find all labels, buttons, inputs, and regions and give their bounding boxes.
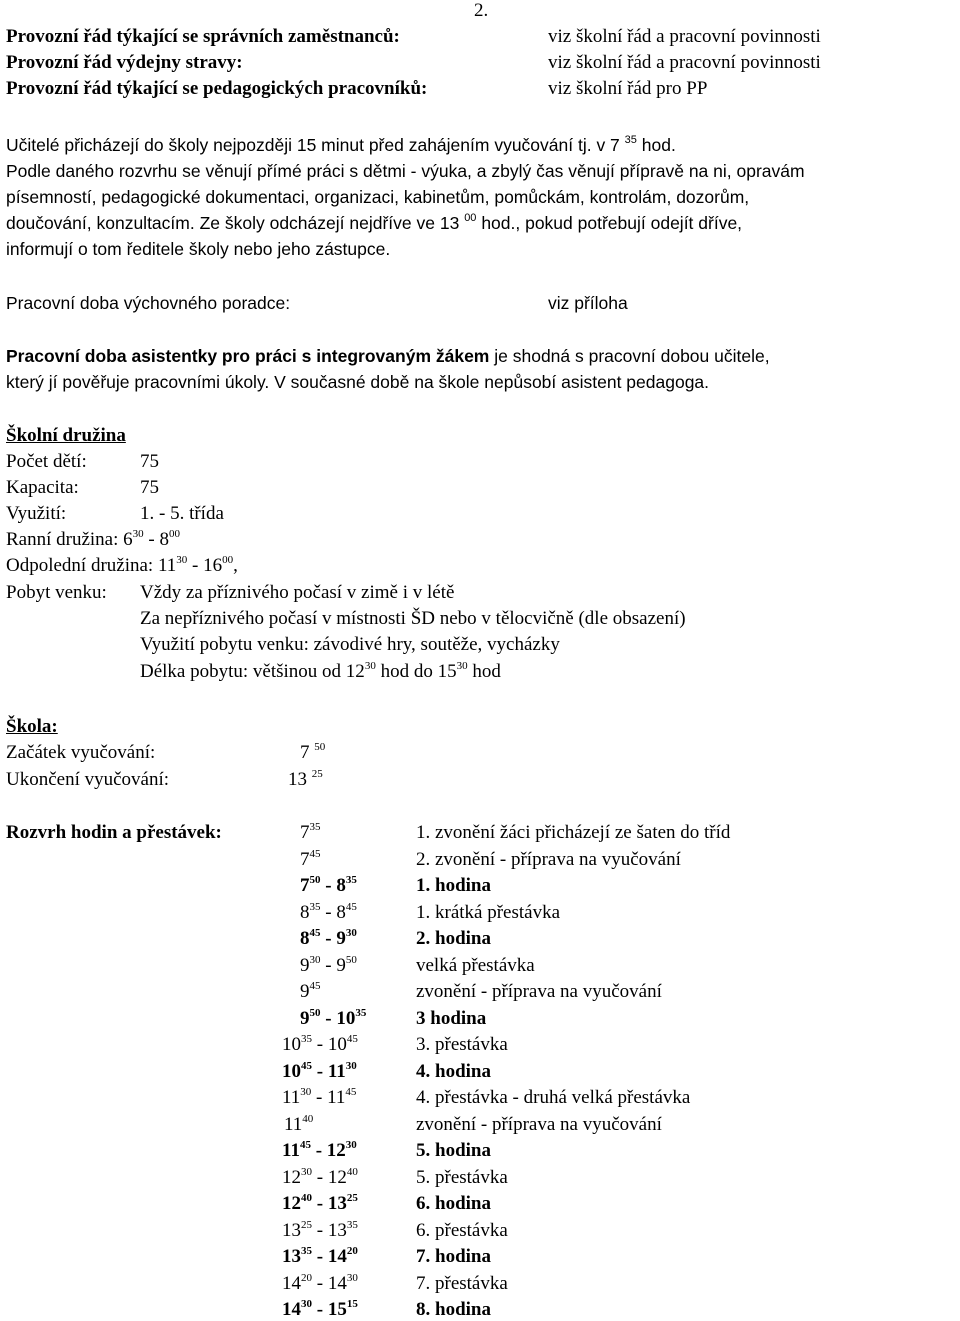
assistant-bold: Pracovní doba asistentky pro práci s integrovaným žákem: [6, 346, 490, 366]
schedule-end-hour: 13: [327, 1193, 347, 1214]
schedule-description: 8. hodina: [416, 1299, 491, 1320]
schedule-dash: -: [316, 1193, 324, 1214]
schedule-time: [282, 1246, 358, 1268]
schedule-description: 2. zvonění - příprava na vyučování: [416, 849, 681, 870]
schedule-start-hour: 10: [282, 1034, 301, 1055]
teachers-leave-text: doučování, konzultacím. Ze školy odcházejí nejdříve ve 13: [6, 213, 460, 233]
schedule-description: 6. přestávka: [416, 1220, 508, 1241]
schedule-end-hour: 12: [327, 1167, 347, 1188]
afternoon-label: Odpolední družina: 11: [6, 555, 177, 576]
afternoon-sup-1: 30: [176, 554, 188, 566]
skola-start-time: [300, 742, 325, 764]
morning-label: Ranní družina: 6: [6, 529, 133, 550]
schedule-time: [282, 1193, 358, 1215]
schedule-end-minute: 35: [355, 1007, 367, 1019]
schedule-end-minute: 45: [346, 1033, 358, 1045]
schedule-dash: -: [315, 1140, 323, 1161]
druzina-morning: [6, 529, 180, 551]
schedule-end-minute: 50: [345, 954, 357, 966]
skola-end-label: Ukončení vyučování:: [6, 769, 170, 790]
schedule-start-minute: 45: [309, 927, 321, 939]
schedule-time: [282, 1220, 358, 1242]
schedule-end-hour: 8: [336, 875, 346, 896]
skola-heading: Škola:: [6, 716, 58, 737]
skola-start-label: Začátek vyučování:: [6, 742, 156, 763]
schedule-dash: -: [316, 1167, 324, 1188]
schedule-dash: -: [316, 1220, 324, 1241]
skola-end-time: [288, 769, 323, 791]
schedule-time: [282, 1087, 356, 1109]
teachers-line-2: Podle daného rozvrhu se věnují přímé práci s dětmi - výuka, a zbylý čas věnují přípravě na ni, opravám: [6, 161, 805, 181]
morning-sup-1: 30: [132, 528, 144, 540]
schedule-description: velká přestávka: [416, 955, 535, 976]
schedule-end-minute: 30: [345, 1060, 357, 1072]
schedule-end-minute: 30: [345, 927, 357, 939]
morning-sup-2: 00: [168, 528, 180, 540]
schedule-start-minute: 40: [301, 1192, 312, 1204]
schedule-dash: -: [325, 928, 332, 949]
schedule-end-minute: 25: [346, 1192, 358, 1204]
teachers-arrival-minutes: 35: [624, 134, 637, 146]
schedule-start-hour: 13: [282, 1246, 301, 1267]
skola-start-minute: 50: [314, 741, 326, 753]
druzina-count-label: Počet dětí:: [6, 451, 87, 472]
schedule-end-minute: 35: [346, 1219, 358, 1231]
schedule-description: 4. přestávka - druhá velká přestávka: [416, 1087, 691, 1108]
schedule-time: [282, 1140, 357, 1162]
schedule-time: [282, 1273, 358, 1295]
schedule-start-hour: 9: [300, 955, 310, 976]
schedule-start-hour: 14: [282, 1273, 301, 1294]
advisor-value: viz příloha: [548, 293, 628, 313]
schedule-end-minute: 15: [346, 1298, 358, 1310]
header-label-admin: Provozní řád týkající se správních zaměstnanců:: [6, 26, 400, 47]
schedule-start-minute: 30: [301, 1298, 312, 1310]
druzina-usage-value: 1. - 5. třída: [140, 503, 224, 524]
schedule-dash: -: [316, 1034, 324, 1055]
afternoon-sup-2: 00: [222, 554, 234, 566]
schedule-start-hour: 10: [282, 1061, 301, 1082]
schedule-start-minute: 35: [301, 1033, 312, 1045]
schedule-end-minute: 45: [345, 901, 357, 913]
page-number: 2.: [474, 0, 489, 21]
druzina-outdoor-2: Za nepříznivého počasí v místnosti ŠD nebo v tělocvičně (dle obsazení): [140, 608, 686, 629]
schedule-start-minute: 30: [309, 954, 321, 966]
header-value-canteen: viz školní řád a pracovní povinnosti: [548, 52, 821, 73]
schedule-description: 3. přestávka: [416, 1034, 508, 1055]
schedule-dash: -: [316, 1061, 324, 1082]
schedule-time: [282, 1034, 358, 1056]
schedule-start-minute: 45: [301, 1060, 312, 1072]
druzina-capacity-value: 75: [140, 477, 159, 498]
duration-a: Délka pobytu: většinou od 12: [140, 661, 365, 682]
schedule-end-minute: 20: [346, 1245, 358, 1257]
schedule-start-minute: 30: [301, 1166, 312, 1178]
header-value-admin: viz školní řád a pracovní povinnosti: [548, 26, 821, 47]
assistant-rest: je shodná s pracovní dobou učitele,: [494, 346, 770, 366]
schedule-time: [300, 981, 321, 1003]
schedule-description: zvonění - příprava na vyučování: [416, 981, 662, 1002]
schedule-time: [300, 1008, 366, 1030]
schedule-dash: -: [325, 902, 332, 923]
schedule-start-hour: 9: [300, 1008, 310, 1029]
schedule-time: [300, 902, 357, 924]
schedule-start-hour: 11: [282, 1087, 301, 1108]
schedule-start-hour: 11: [284, 1114, 303, 1135]
druzina-afternoon: [6, 555, 238, 577]
schedule-dash: -: [316, 1087, 323, 1108]
duration-sup-2: 30: [456, 660, 468, 672]
schedule-description: 4. hodina: [416, 1061, 491, 1082]
schedule-time: [300, 875, 357, 897]
assistant-line-1: [6, 345, 770, 367]
schedule-description: 2. hodina: [416, 928, 491, 949]
schedule-time: [300, 822, 321, 844]
schedule-end-minute: 45: [345, 1086, 357, 1098]
druzina-outdoor-1: Vždy za příznivého počasí v zimě i v létě: [140, 582, 455, 603]
schedule-description: 7. přestávka: [416, 1273, 508, 1294]
schedule-time: [282, 1167, 358, 1189]
teachers-line-4: [6, 212, 742, 234]
schedule-start-hour: 8: [300, 928, 310, 949]
schedule-start-hour: 7: [300, 875, 310, 896]
schedule-end-hour: 15: [327, 1299, 347, 1320]
schedule-description: 5. přestávka: [416, 1167, 508, 1188]
schedule-dash: -: [325, 1008, 332, 1029]
header-label-canteen: Provozní řád výdejny stravy:: [6, 52, 243, 73]
schedule-dash: -: [316, 1246, 324, 1267]
teachers-arrival-text: Učitelé přicházejí do školy nejpozději 15 minut před zahájením vyučování tj. v 7: [6, 135, 620, 155]
schedule-end-hour: 8: [336, 902, 346, 923]
schedule-description: 1. hodina: [416, 875, 491, 896]
druzina-duration: [140, 661, 501, 683]
druzina-outdoor-3: Využití pobytu venku: závodivé hry, soutěže, vycházky: [140, 634, 560, 655]
schedule-description: 1. krátká přestávka: [416, 902, 561, 923]
teachers-line-3: písemností, pedagogické dokumentaci, organizaci, kabinetům, pomůckám, kontrolám, dozorům,: [6, 187, 750, 207]
schedule-end-hour: 11: [327, 1087, 346, 1108]
teachers-line-1: [6, 134, 676, 156]
schedule-start-hour: 7: [300, 849, 310, 870]
schedule-start-minute: 35: [309, 821, 321, 833]
druzina-outdoor-label: Pobyt venku:: [6, 582, 107, 603]
schedule-start-hour: 12: [282, 1193, 301, 1214]
schedule-time: [284, 1114, 313, 1136]
druzina-heading: Školní družina: [6, 425, 126, 446]
teachers-leave-minutes: 00: [464, 212, 477, 224]
schedule-description: 3 hodina: [416, 1008, 487, 1029]
schedule-dash: -: [325, 955, 332, 976]
schedule-start-hour: 11: [282, 1140, 300, 1161]
schedule-time: [300, 928, 357, 950]
teachers-line-5: informují o tom ředitele školy nebo jeho zástupce.: [6, 239, 391, 259]
druzina-count-value: 75: [140, 451, 159, 472]
schedule-start-minute: 40: [302, 1113, 314, 1125]
skola-end-minute: 25: [311, 768, 323, 780]
afternoon-end: ,: [233, 555, 238, 576]
schedule-end-minute: 35: [345, 874, 357, 886]
schedule-start-hour: 8: [300, 902, 310, 923]
skola-start-hour: 7: [300, 742, 310, 763]
schedule-start-minute: 50: [309, 874, 321, 886]
schedule-start-minute: 35: [301, 1245, 312, 1257]
schedule-end-minute: 30: [346, 1272, 358, 1284]
schedule-start-hour: 12: [282, 1167, 301, 1188]
schedule-start-minute: 50: [309, 1007, 321, 1019]
schedule-end-hour: 10: [336, 1008, 356, 1029]
schedule-start-hour: 9: [300, 981, 310, 1002]
schedule-start-minute: 30: [300, 1086, 312, 1098]
schedule-dash: -: [316, 1299, 324, 1320]
schedule-description: 5. hodina: [416, 1140, 491, 1161]
header-label-teachers: Provozní řád týkající se pedagogických pracovníků:: [6, 78, 428, 99]
advisor-label: Pracovní doba výchovného poradce:: [6, 293, 291, 313]
schedule-start-minute: 45: [309, 848, 321, 860]
schedule-end-hour: 9: [336, 955, 346, 976]
schedule-description: 7. hodina: [416, 1246, 491, 1267]
schedule-end-hour: 14: [327, 1246, 347, 1267]
schedule-dash: -: [325, 875, 332, 896]
schedule-description: zvonění - příprava na vyučování: [416, 1114, 662, 1135]
schedule-time: [300, 955, 357, 977]
schedule-description: 6. hodina: [416, 1193, 491, 1214]
schedule-end-hour: 10: [327, 1034, 347, 1055]
schedule-time: [282, 1061, 357, 1083]
teachers-arrival-unit: hod.: [641, 135, 676, 155]
afternoon-mid: - 16: [192, 555, 223, 576]
schedule-start-hour: 13: [282, 1220, 301, 1241]
schedule-start-minute: 45: [309, 980, 321, 992]
schedule-time: [300, 849, 321, 871]
morning-mid: - 8: [148, 529, 169, 550]
schedule-end-hour: 13: [327, 1220, 347, 1241]
schedule-start-minute: 45: [299, 1139, 311, 1151]
teachers-leave-rest: hod., pokud potřebují odejít dříve,: [481, 213, 743, 233]
schedule-start-minute: 20: [301, 1272, 312, 1284]
assistant-line-2: který jí pověřuje pracovními úkoly. V současné době na škole nepůsobí asistent pedagoga.: [6, 372, 710, 392]
schedule-end-minute: 40: [346, 1166, 358, 1178]
schedule-end-hour: 14: [327, 1273, 347, 1294]
duration-sup-1: 30: [364, 660, 376, 672]
schedule-dash: -: [316, 1273, 324, 1294]
schedule-end-minute: 30: [345, 1139, 357, 1151]
schedule-start-hour: 7: [300, 822, 310, 843]
schedule-description: 1. zvonění žáci přicházejí ze šaten do tříd: [416, 822, 731, 843]
header-value-teachers: viz školní řád pro PP: [548, 78, 708, 99]
duration-c: hod: [472, 661, 501, 682]
druzina-usage-label: Využití:: [6, 503, 67, 524]
schedule-heading: Rozvrh hodin a přestávek:: [6, 822, 222, 843]
druzina-capacity-label: Kapacita:: [6, 477, 79, 498]
duration-b: hod do 15: [380, 661, 457, 682]
schedule-start-minute: 35: [309, 901, 321, 913]
schedule-end-hour: 11: [327, 1061, 346, 1082]
schedule-start-hour: 14: [282, 1299, 301, 1320]
schedule-start-minute: 25: [301, 1219, 312, 1231]
schedule-end-hour: 12: [326, 1140, 346, 1161]
schedule-end-hour: 9: [336, 928, 346, 949]
skola-end-hour: 13: [288, 769, 307, 790]
